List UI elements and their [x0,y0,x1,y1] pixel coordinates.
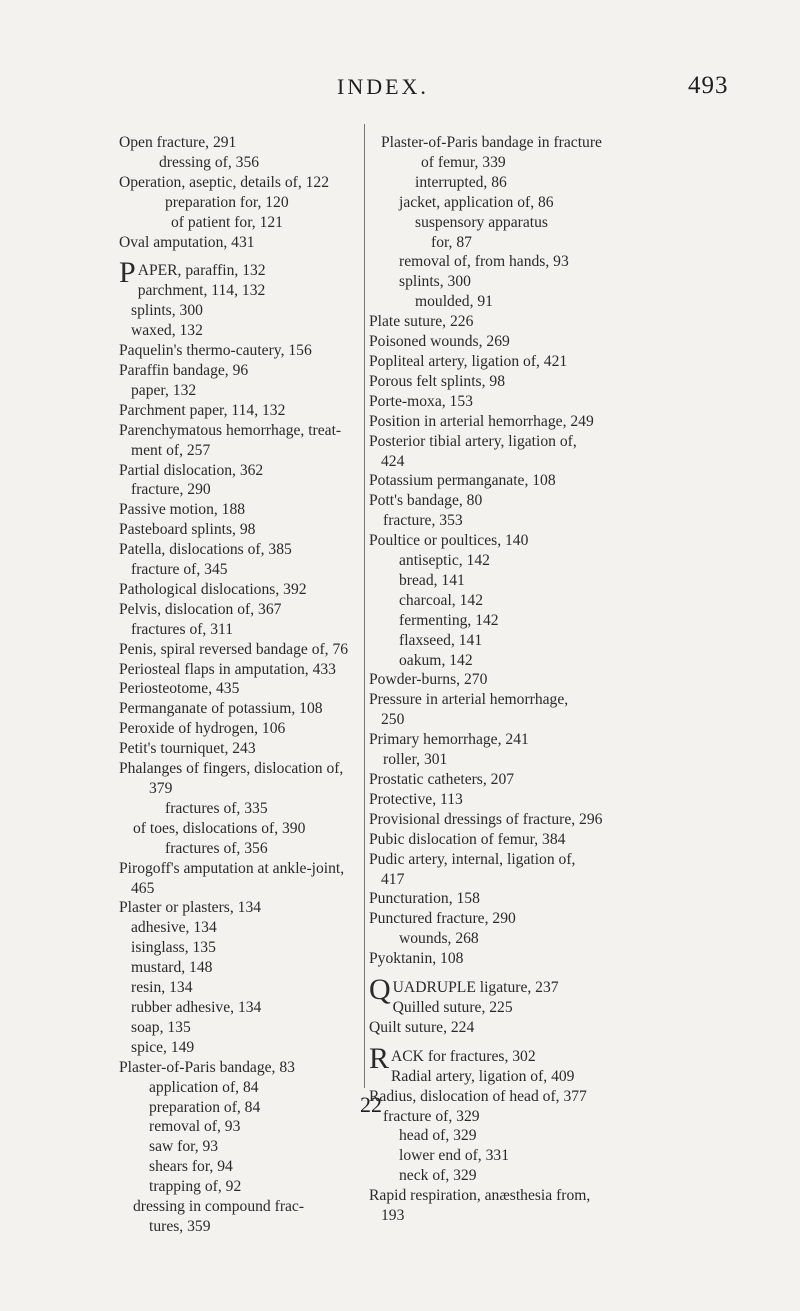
index-entry: Patella, dislocations of, 385 [119,541,292,559]
index-entry: Pressure in arterial hemorrhage, [369,691,569,709]
index-entry: Prostatic catheters, 207 [369,771,515,788]
signature-mark: 22 [360,1092,382,1117]
index-entry: Periosteotome, 435 [119,680,240,698]
index-entry: Plate suture, 226 [369,313,474,331]
index-subentry: waxed, 132 [131,322,203,340]
index-entry: Permanganate of potassium, 108 [119,700,323,718]
index-subentry: shears for, 94 [149,1158,233,1176]
index-entry: Popliteal artery, ligation of, 421 [369,352,568,370]
index-subentry: application of, 84 [149,1078,259,1096]
index-entry: Pirogoff's amputation at ankle-joint, [119,859,345,877]
index-entry: Posterior tibial artery, ligation of, [369,432,577,450]
index-continuation: 193 [381,1207,405,1225]
index-continuation: tures, 359 [149,1217,211,1235]
index-subentry: removal of, 93 [149,1118,241,1136]
index-entry: Petit's tourniquet, 243 [119,740,256,758]
index-entry: Paquelin's thermo-cautery, 156 [119,342,312,360]
index-entry: Parchment paper, 114, 132 [119,401,286,419]
index-entry: Periosteal flaps in amputation, 433 [119,660,336,678]
index-subentry: removal of, from hands, 93 [399,253,569,271]
running-title: INDEX. [337,74,429,99]
index-entry: Peroxide of hydrogen, 106 [119,720,286,738]
index-entry: Porous felt splints, 98 [369,372,506,390]
index-subentry: fracture, 353 [383,512,463,530]
index-subentry: fractures of, 335 [165,799,268,817]
index-subentry: dressing in compound frac- [133,1198,305,1216]
index-entry: Radial artery, ligation of, 409 [391,1067,575,1085]
index-entry: Porte-moxa, 153 [369,392,473,410]
index-entry: Passive motion, 188 [119,501,246,519]
section-r [369,1041,659,1226]
index-subentry: charcoal, 142 [399,591,483,609]
index-subentry: antiseptic, 142 [399,552,490,570]
index-entry: Poisoned wounds, 269 [369,333,510,351]
index-entry: Position in arterial hemorrhage, 249 [369,412,594,430]
index-column-right [369,133,659,1226]
index-entry: Phalanges of fingers, dislocation of, [119,760,344,778]
index-subentry: flaxseed, 141 [399,631,483,649]
index-entry: Pubic dislocation of femur, 384 [369,830,566,848]
index-subentry: parchment, 114, 132 [137,282,266,300]
index-continuation: 379 [149,780,173,797]
index-entry: Potassium permanganate, 108 [369,472,556,490]
index-entry: Puncturation, 158 [369,890,480,908]
drop-cap: P [119,256,136,290]
index-continuation: 417 [381,870,405,888]
index-entry: Primary hemorrhage, 241 [369,731,529,749]
drop-cap: Q [369,973,391,1007]
index-entry: Plaster or plasters, 134 [119,899,262,917]
index-subentry: fracture, 290 [131,481,211,499]
index-continuation: 250 [381,711,405,729]
index-subentry: suspensory apparatus [415,213,548,231]
index-entry: Pelvis, dislocation of, 367 [119,600,282,618]
index-entry: RACK for fractures, 302 [369,1041,536,1075]
drop-cap: R [369,1041,390,1075]
index-continuation: of femur, 339 [421,153,506,171]
index-subentry: of patient for, 121 [171,213,283,231]
index-subentry: jacket, application of, 86 [399,193,554,211]
index-subentry: mustard, 148 [131,959,213,977]
index-entry: Provisional dressings of fracture, 296 [369,810,603,828]
index-subentry: moulded, 91 [415,293,493,311]
index-subentry: of toes, dislocations of, 390 [133,819,306,837]
index-entry: Plaster-of-Paris bandage, 83 [119,1058,295,1076]
index-entry: Parenchymatous hemorrhage, treat- [119,421,342,439]
section-p [119,256,381,1236]
index-entry: Partial dislocation, 362 [119,461,264,479]
index-subentry: head of, 329 [399,1127,477,1145]
index-entry: Open fracture, 291 [119,134,237,151]
index-subentry: bread, 141 [399,571,465,589]
index-subentry: fracture of, 345 [131,561,228,579]
index-subentry: spice, 149 [131,1038,195,1056]
index-subentry: neck of, 329 [399,1167,477,1185]
index-entry: Pudic artery, internal, ligation of, [369,850,576,868]
index-subentry: paper, 132 [131,381,197,399]
index-subentry: splints, 300 [131,302,203,320]
index-subentry: oakum, 142 [399,651,473,669]
page-header [0,74,800,104]
index-entry: Quilled suture, 225 [392,998,513,1016]
index-continuation: for, 87 [431,233,472,251]
index-entry: QUADRUPLE ligature, 237 [369,973,559,1007]
index-subentry: fractures of, 356 [165,839,268,857]
index-subentry: fracture of, 329 [383,1107,480,1125]
index-subentry: adhesive, 134 [131,919,217,937]
index-entry: PAPER, paraffin, 132 [119,256,266,290]
index-entry: Rapid respiration, anæsthesia from, [369,1187,591,1205]
index-subentry: preparation for, 120 [165,193,289,211]
index-continuation: 424 [381,452,405,470]
index-entry: Protective, 113 [369,790,463,808]
index-subentry: dressing of, 356 [159,153,260,171]
index-entry: Operation, aseptic, details of, 122 [119,173,330,191]
index-entry: Poultice or poultices, 140 [369,532,529,550]
section-q [369,973,659,1038]
index-entry: Radius, dislocation of head of, 377 [369,1087,587,1105]
index-subentry: trapping of, 92 [149,1178,242,1196]
index-entry: Penis, spiral reversed bandage of, 76 [119,640,349,658]
index-entry: Oval amputation, 431 [119,233,255,251]
index-subentry: resin, 134 [131,979,193,997]
index-column-left [119,133,381,1237]
index-subentry: preparation of, 84 [149,1098,261,1116]
index-continuation: 465 [131,879,155,897]
index-subentry: rubber adhesive, 134 [131,998,262,1016]
index-entry: Paraffin bandage, 96 [119,361,249,379]
index-entry: Powder-burns, 270 [369,671,488,689]
index-entry: Punctured fracture, 290 [369,910,516,928]
index-subentry: fractures of, 311 [131,620,234,638]
index-subentry: wounds, 268 [399,930,479,948]
page-number: 493 [688,72,729,99]
index-subentry: splints, 300 [399,273,471,291]
index-entry: Plaster-of-Paris bandage in fracture [381,134,602,151]
index-entry: Pyoktanin, 108 [369,950,464,968]
index-entry: Pathological dislocations, 392 [119,580,307,598]
index-subentry: saw for, 93 [149,1138,219,1156]
index-subentry: interrupted, 86 [415,173,507,191]
index-subentry: fermenting, 142 [399,611,499,629]
index-subentry: lower end of, 331 [399,1147,509,1165]
index-subentry: roller, 301 [383,751,448,769]
index-entry: Pasteboard splints, 98 [119,521,256,539]
index-entry: Quilt suture, 224 [369,1018,475,1036]
index-entry: Pott's bandage, 80 [369,492,483,510]
index-subentry: soap, 135 [131,1018,191,1036]
index-continuation: ment of, 257 [131,441,211,459]
index-subentry: isinglass, 135 [131,939,216,957]
